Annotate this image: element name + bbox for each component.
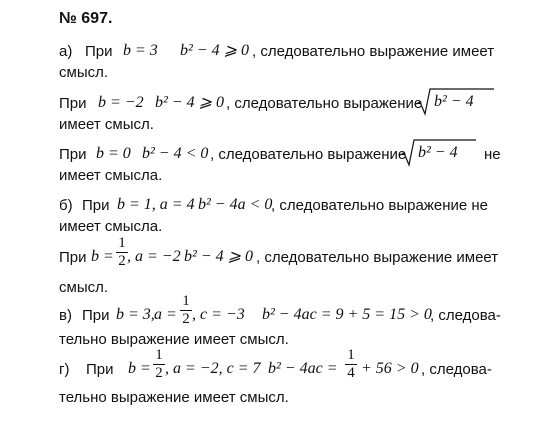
- part-c-expr: b² − 4ac = 9 + 5 = 15 > 0: [262, 306, 432, 323]
- part-a-text-6: имеет смысла.: [59, 167, 163, 184]
- part-a-cond-2: b = −2: [98, 94, 144, 111]
- fraction-denominator: 2: [182, 311, 190, 327]
- part-a-text-5: , следовательно выражение: [210, 146, 407, 163]
- part-c-text-2: тельно выражение имеет смысл.: [59, 331, 289, 348]
- problem-title: № 697.: [59, 10, 113, 27]
- part-b-text-1: , следовательно выражение не: [271, 197, 489, 214]
- part-a-cond-3: b = 0: [96, 145, 131, 162]
- fraction-numerator: 1: [155, 347, 163, 363]
- part-b-text-4: смысл.: [59, 279, 109, 296]
- part-b-b-eq: b =: [91, 248, 114, 265]
- part-d-text-2: тельно выражение имеет смысл.: [59, 389, 289, 406]
- part-b-cond-1: b = 1, a = 4: [117, 196, 195, 213]
- part-d-expr-2: + 56 > 0: [361, 360, 419, 377]
- fraction-denominator: 4: [347, 365, 355, 381]
- fraction-numerator: 1: [118, 235, 126, 251]
- part-b-ineq-2: b² − 4 ⩾ 0: [184, 248, 253, 265]
- part-b-pri-1: При: [82, 197, 110, 214]
- part-d-pri: При: [86, 361, 114, 378]
- fraction-one-half-d: [153, 348, 165, 381]
- part-a-cond-1: b = 3: [123, 42, 158, 59]
- part-b-ineq-1: b² − 4a < 0: [198, 196, 273, 213]
- part-c-label: в): [59, 307, 72, 324]
- part-a-ineq-3: b² − 4 < 0: [142, 145, 209, 162]
- part-a-label: а): [59, 43, 73, 60]
- part-b-label: б): [59, 197, 73, 214]
- fraction-numerator: 1: [347, 347, 355, 363]
- part-d-label: г): [59, 361, 70, 378]
- part-d-expr-1: b² − 4ac =: [268, 360, 338, 377]
- part-d-text-1: , следова-: [421, 361, 492, 378]
- part-a-ineq-1: b² − 4 ⩾ 0: [180, 42, 249, 59]
- fraction-numerator: 1: [182, 293, 190, 309]
- part-b-cond-2: , a = −2: [127, 248, 181, 265]
- part-a-pri-2: При: [59, 95, 87, 112]
- part-c-c-eq: , c = −3: [192, 306, 245, 323]
- fraction-one-half-c: [180, 294, 192, 327]
- sqrt-radicand: b² − 4: [418, 144, 458, 161]
- part-b-text-3: , следовательно выражение имеет: [256, 249, 499, 266]
- fraction-one-quarter: [345, 348, 357, 381]
- part-b-pri-2: При: [59, 249, 87, 266]
- fraction-denominator: 2: [155, 365, 163, 381]
- part-a-tail-5: не: [484, 146, 501, 163]
- part-a-pri-1: При: [85, 43, 113, 60]
- part-d-rest: , a = −2, c = 7: [165, 360, 261, 377]
- part-c-text-1: , следова-: [430, 307, 501, 324]
- sqrt-radicand: b² − 4: [434, 93, 474, 110]
- part-a-text-2: смысл.: [59, 64, 109, 81]
- part-b-text-2: имеет смысла.: [59, 218, 163, 235]
- part-a-text-3: , следовательно выражение: [226, 95, 423, 112]
- part-a-pri-3: При: [59, 146, 87, 163]
- part-a-text-1: , следовательно выражение имеет: [252, 43, 495, 60]
- part-d-b-eq: b =: [128, 360, 151, 377]
- part-a-text-4: имеет смысл.: [59, 116, 154, 133]
- part-c-a-eq: a =: [154, 306, 177, 323]
- part-c-pri: При: [82, 307, 110, 324]
- fraction-denominator: 2: [118, 253, 126, 269]
- part-a-ineq-2: b² − 4 ⩾ 0: [155, 94, 224, 111]
- part-c-b-eq: b = 3,: [116, 306, 155, 323]
